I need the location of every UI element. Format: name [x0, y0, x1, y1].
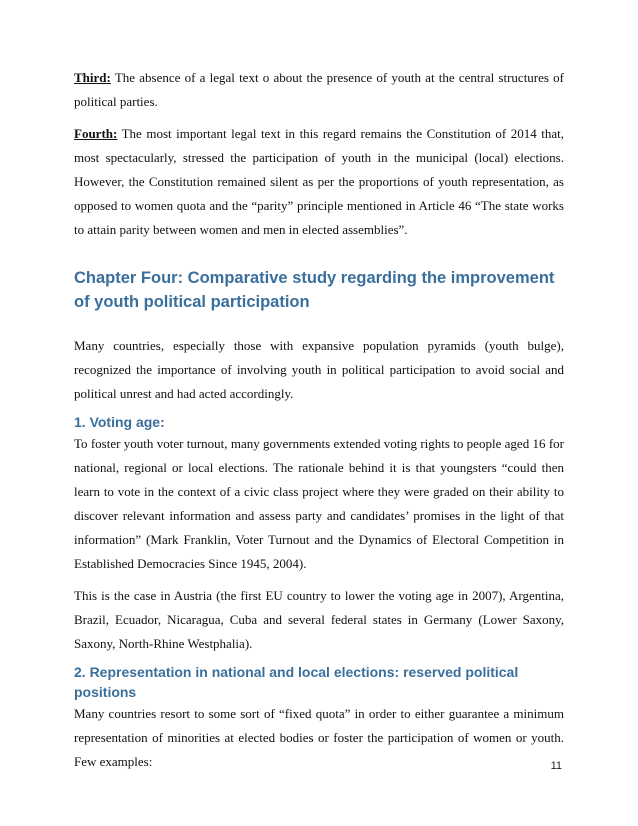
paragraph-fourth-text: The most important legal text in this regard remains the Constitution of 2014 that, most spectacularly, stressed the participation of youth in the municipal (local) elections. However, the Constitution remained silent as per the proportions of youth representation, as opposed to women quota and the “parity” principle mentioned in Article 46 “The state works to attain parity between women and men in elected assemblies”. [74, 126, 564, 237]
section-voting-age-heading: 1. Voting age: [74, 414, 165, 430]
paragraph-third-text: The absence of a legal text o about the presence of youth at the central structures of political parties. [74, 70, 564, 109]
paragraph-third [74, 66, 564, 114]
section-representation-heading: 2. Representation in national and local elections: reserved political positions [74, 664, 519, 700]
page-content [74, 66, 564, 774]
section-representation-paragraph-1: Many countries resort to some sort of “fixed quota” in order to either guarantee a minimum representation of minorities at elected bodies or foster the participation of women or youth. Few examples: [74, 706, 564, 769]
paragraph-third-label: Third: [74, 70, 111, 85]
page-number: 11 [550, 760, 562, 772]
chapter-intro: Many countries, especially those with expansive population pyramids (youth bulge), recognized the importance of involving youth in political participation to avoid social and political unrest and had acted accordingly. [74, 338, 564, 401]
section-voting-age-paragraph-2: This is the case in Austria (the first EU country to lower the voting age in 2007), Argentina, Brazil, Ecuador, Nicaragua, Cuba and several federal states in Germany (Lower Saxony, Saxony, North-Rhine Westphalia). [74, 588, 564, 651]
section-voting-age-paragraph-1: To foster youth voter turnout, many governments extended voting rights to people aged 16 for national, regional or local elections. The rationale behind it is that youngsters “could then learn to vote in the context of a civic class project where they were graded on their ability to discover relevant information and assess party and candidates’ promises in the light of that information” (Mark Franklin, Voter Turnout and the Dynamics of Electoral Competition in Established Democracies Since 1945, 2004). [74, 436, 564, 571]
paragraph-fourth [74, 122, 564, 242]
chapter-title: Chapter Four: Comparative study regarding the improvement of youth political participation [74, 269, 555, 311]
paragraph-fourth-label: Fourth: [74, 126, 118, 141]
